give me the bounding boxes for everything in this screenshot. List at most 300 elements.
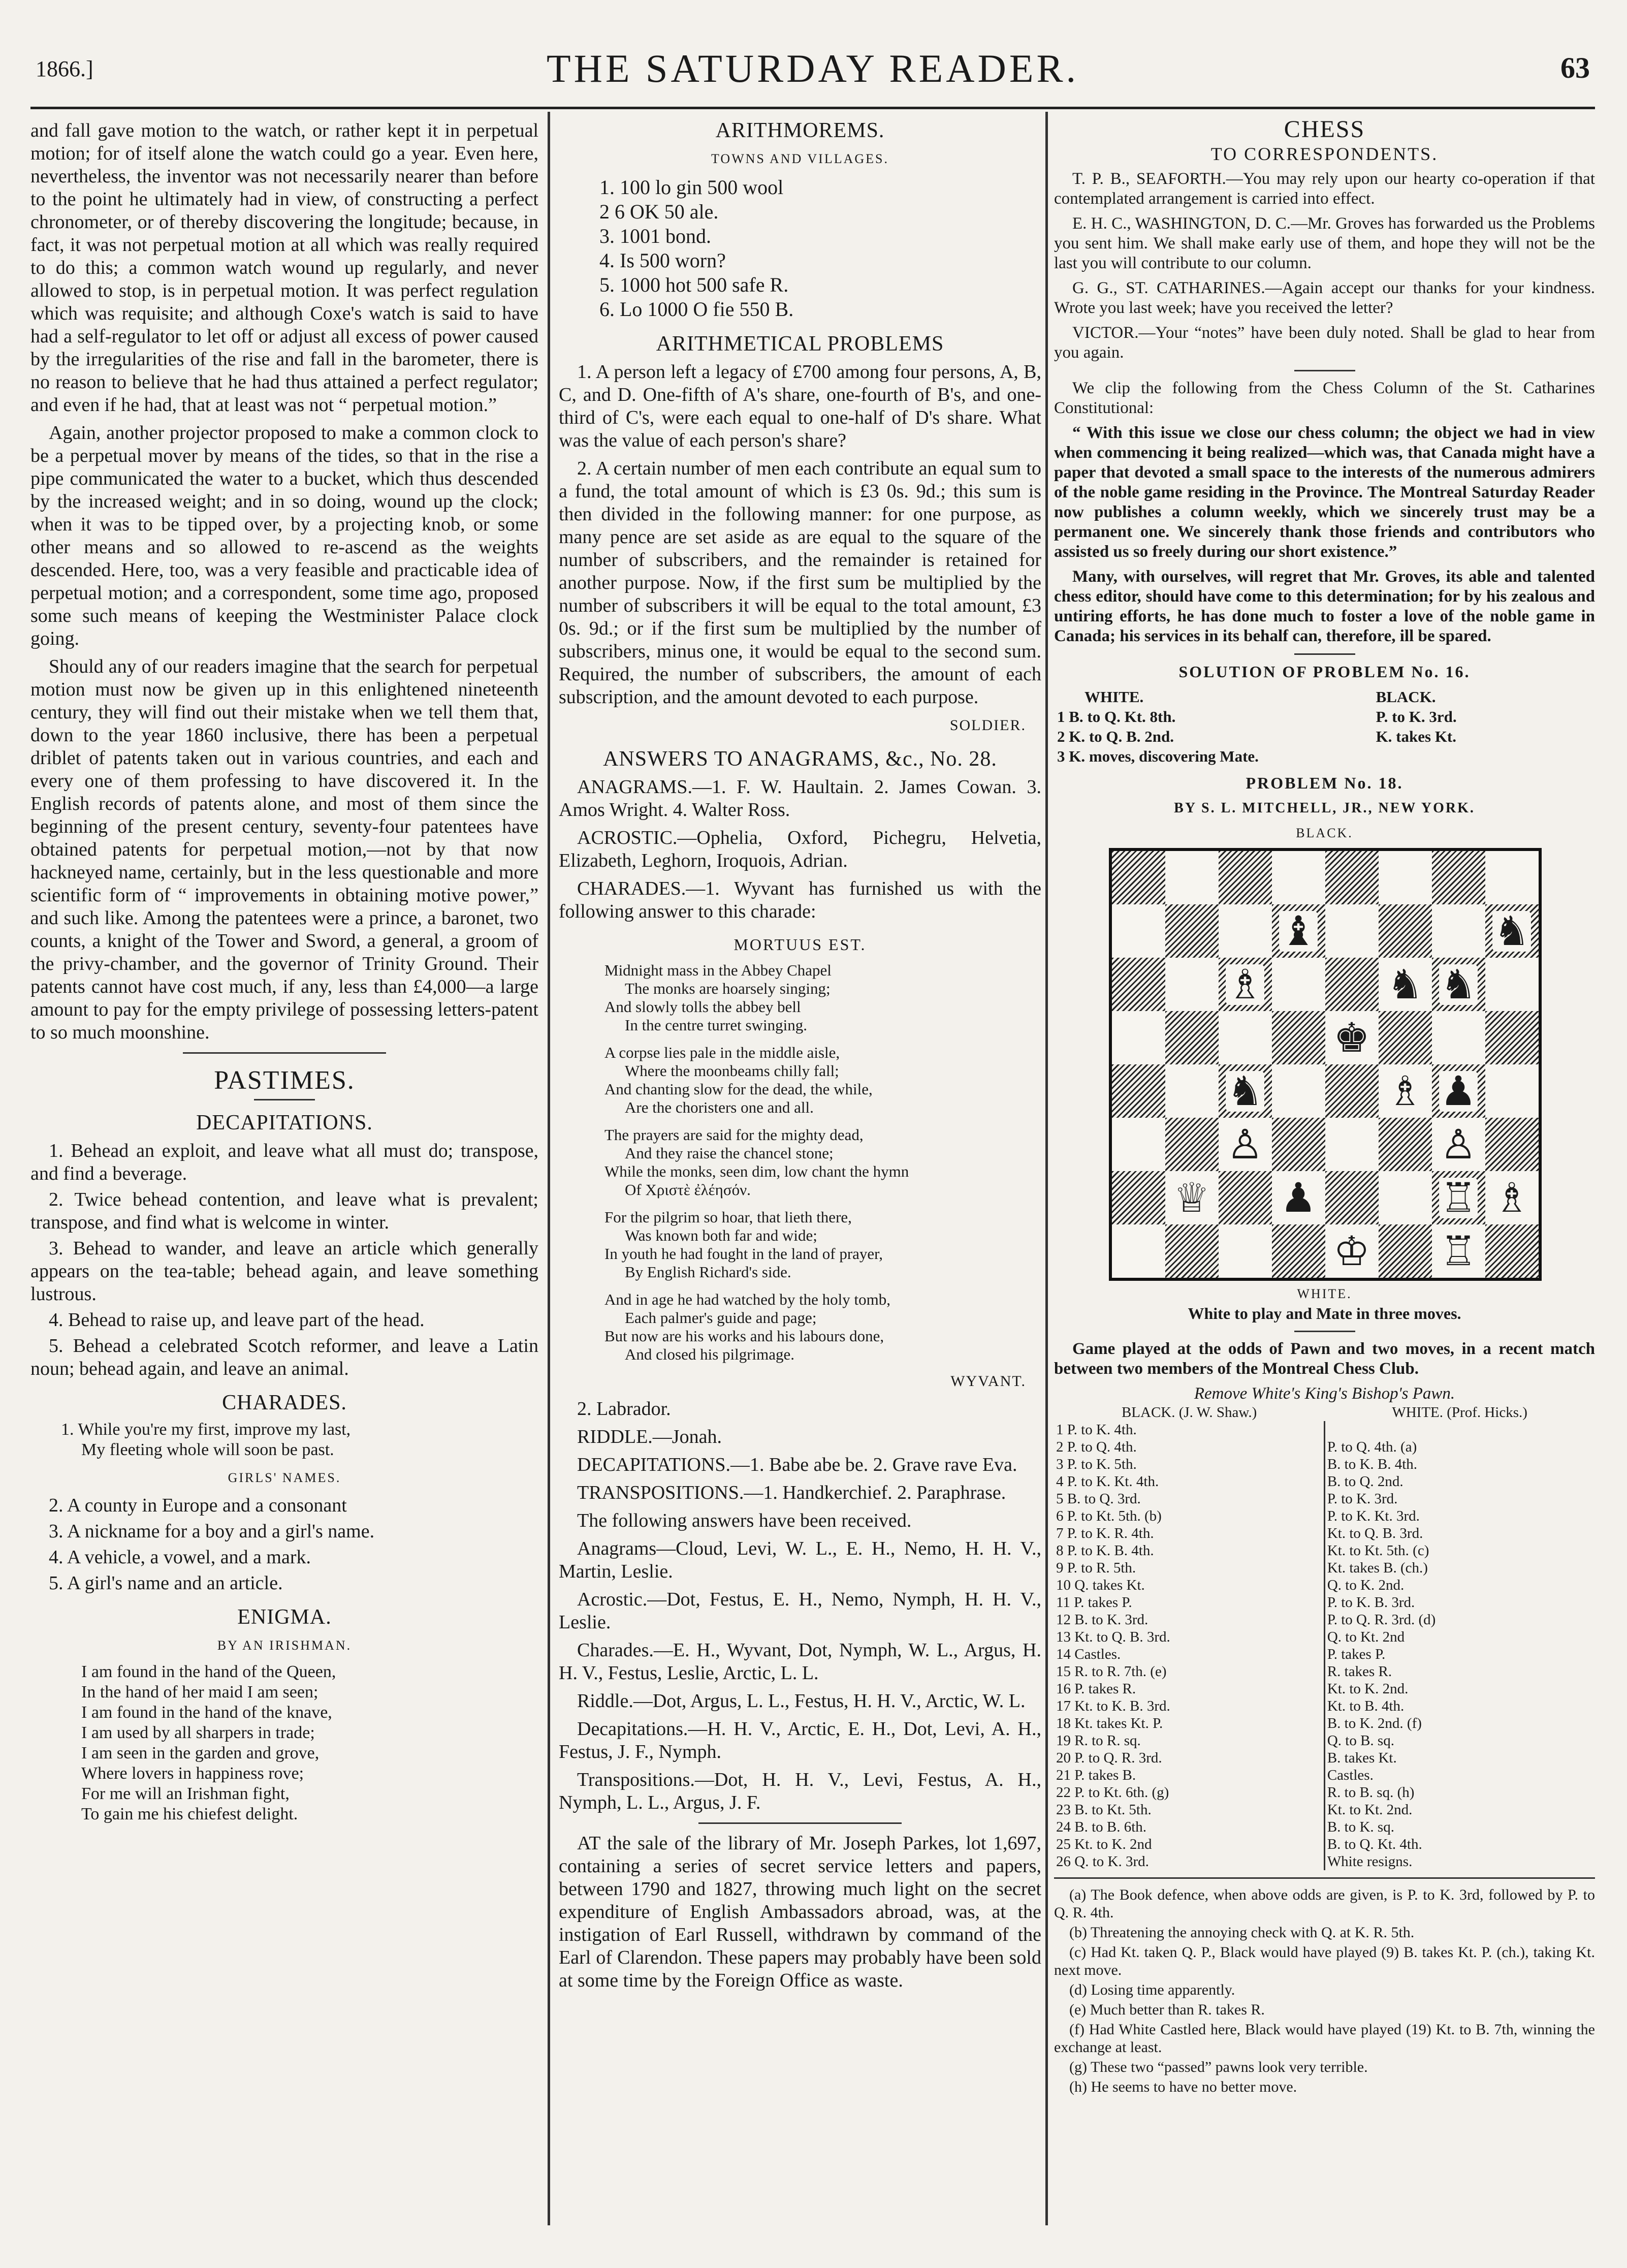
verse-line: And closed his pilgrimage. — [625, 1345, 795, 1363]
board-square — [1272, 1118, 1325, 1171]
signature: WYVANT. — [950, 1373, 1026, 1390]
move-white: P. to K. Kt. 3rd. — [1324, 1507, 1595, 1525]
game-note: (f) Had White Castled here, Black would have played (19) Kt. to B. 7th, winning the exchange at least. — [1054, 2021, 1595, 2056]
move-black: 17 Kt. to K. B. 3rd. — [1056, 1698, 1170, 1714]
black-label: BLACK. — [1296, 826, 1353, 840]
move-white: B. to Q. 2nd. — [1324, 1473, 1595, 1490]
chess-piece: ♖ — [1440, 1227, 1477, 1275]
board-square — [1485, 1224, 1539, 1278]
board-square — [1112, 904, 1165, 958]
solution-table — [1054, 687, 1595, 766]
table-row — [1054, 1490, 1595, 1507]
move-white: B. to K. 2nd. (f) — [1324, 1715, 1595, 1732]
chess-heading: CHESS — [1284, 119, 1365, 143]
correspondence-note: T. P. B., SEAFORTH.—You may rely upon our hearty co-operation if that contemplated arrangement is carried into effect. — [1054, 170, 1595, 208]
move-white: Kt. to K. 2nd. — [1324, 1680, 1595, 1697]
column-right — [1054, 119, 1595, 2248]
board-square — [1379, 1171, 1432, 1224]
game-subtitle: Remove White's King's Bishop's Pawn. — [1194, 1384, 1455, 1403]
pastimes-heading: PASTIMES. — [214, 1066, 355, 1095]
column-header: BLACK. — [1376, 688, 1436, 706]
correspondence-note: G. G., ST. CATHARINES.—Again accept our thanks for your kindness. Wrote you last week; have you received the letter? — [1054, 279, 1595, 317]
board-square — [1485, 904, 1539, 958]
table-row — [1054, 727, 1595, 746]
move-black: K. takes Kt. — [1376, 728, 1456, 745]
board-square — [1272, 1171, 1325, 1224]
table-row — [1054, 1421, 1595, 1438]
table-row — [1054, 1784, 1595, 1801]
board-square — [1432, 1064, 1485, 1118]
problems-heading: ARITHMETICAL PROBLEMS — [656, 332, 944, 356]
answer-paragraph: Charades.—E. H., Wyvant, Dot, Nymph, W. L., Argus, H. H. V., Festus, Leslie, Arctic, L. L. — [559, 1640, 1041, 1684]
board-square — [1165, 1118, 1219, 1171]
move-white — [1324, 1421, 1595, 1438]
column-header: WHITE. — [1084, 688, 1144, 706]
problem-paragraph: 2. A certain number of men each contribute an equal sum to a fund, the total amount of which is £3 0s. 9d.; this sum is then divided in the following manner: for one purpose, as many pence are set aside as are equal to the square of the number of subscribers, and the remainder is retained for another purpose. Now, if the first sum be multiplied by the number of subscribers it will be equal to the total amount, £3 0s. 9d.; or if the first sum be multiplied by the number of subscribers, minus one, it would be equal to the second sum. Required, the number of subscribers, the amount of each subscription, and the amount devoted to each purpose. — [559, 458, 1041, 708]
board-square — [1379, 851, 1432, 904]
answer-paragraph: DECAPITATIONS.—1. Babe abe be. 2. Grave rave Eva. — [577, 1454, 1017, 1475]
game-score-table — [1054, 1404, 1595, 1870]
verse-line: While the monks, seen dim, low chant the hymn — [604, 1162, 909, 1180]
column-left — [30, 119, 538, 2248]
move-white: P. to K. 3rd. — [1324, 1490, 1595, 1507]
chess-piece: ♞ — [1387, 960, 1423, 1008]
page-header — [30, 30, 1595, 109]
clip-paragraph: Many, with ourselves, will regret that Mr. Groves, its able and talented chess editor, should have come to this determination; for by his zealous and untiring efforts, he has done much to foster a love of the noble game in Canada; his services in its behalf can, therefore, ill be spared. — [1054, 568, 1595, 645]
board-square — [1432, 958, 1485, 1011]
move-black: 2 P. to Q. 4th. — [1056, 1439, 1137, 1455]
table-row — [1054, 1732, 1595, 1749]
verse-line: For the pilgrim so hoar, that lieth there, — [604, 1208, 852, 1226]
answer-paragraph: Transpositions.—Dot, H. H. V., Levi, Festus, A. H., Nymph, L. L., Argus, J. F. — [559, 1769, 1041, 1813]
move-white: B. to K. B. 4th. — [1324, 1456, 1595, 1473]
problem-heading: PROBLEM No. 18. — [1246, 774, 1403, 792]
game-note: (e) Much better than R. takes R. — [1069, 2001, 1265, 2018]
move-black: 12 B. to K. 3rd. — [1056, 1612, 1149, 1628]
verse-line: For me will an Irishman fight, — [81, 1784, 290, 1803]
chess-piece: ♟ — [1280, 1174, 1317, 1221]
issue-date: 1866.] — [36, 56, 93, 81]
board-square — [1219, 1011, 1272, 1064]
board-square — [1379, 1064, 1432, 1118]
board-square — [1165, 904, 1219, 958]
board-square — [1112, 1011, 1165, 1064]
table-row — [1054, 1680, 1595, 1697]
table-row — [1054, 1767, 1595, 1784]
board-square — [1112, 958, 1165, 1011]
verse-line: The monks are hoarsely singing; — [625, 980, 831, 997]
verse-line: Each palmer's guide and page; — [625, 1309, 817, 1327]
verse-line: Are the choristers one and all. — [625, 1098, 814, 1116]
answer-paragraph: Anagrams—Cloud, Levi, W. L., E. H., Nemo, H. H. V., Martin, Leslie. — [559, 1538, 1041, 1582]
list-item: 5. A girl's name and an article. — [49, 1572, 283, 1594]
divider — [1294, 653, 1355, 655]
verse-line: And slowly tolls the abbey bell — [604, 998, 801, 1016]
board-square — [1379, 1118, 1432, 1171]
table-row — [1054, 1525, 1595, 1542]
game-notes — [1054, 1886, 1595, 2096]
signature: SOLDIER. — [949, 717, 1026, 734]
answers-heading: ANSWERS TO ANAGRAMS, &c., No. 28. — [603, 747, 997, 771]
board-square — [1325, 1011, 1379, 1064]
answer-paragraph: Riddle.—Dot, Argus, L. L., Festus, H. H. V., Arctic, W. L. — [577, 1690, 1026, 1712]
move-black: 25 Kt. to K. 2nd — [1056, 1836, 1152, 1852]
problem-instruction: White to play and Mate in three moves. — [1188, 1304, 1461, 1322]
list-item: 5. Behead a celebrated Scotch reformer, and leave a Latin noun; behead again, and leave an animal. — [30, 1335, 538, 1379]
board-square — [1325, 1064, 1379, 1118]
game-note: (c) Had Kt. taken Q. P., Black would have played (9) B. takes Kt. P. (ch.), taking Kt. next move. — [1054, 1944, 1595, 1978]
list-item: 2 6 OK 50 ale. — [599, 200, 719, 223]
answer-paragraph: RIDDLE.—Jonah. — [577, 1426, 722, 1447]
article-paragraph: Again, another projector proposed to make a common clock to be a perpetual mover by means of the tides, so that in the rise a pipe communicated the water to a bucket, which thus descended by the increased weight; and in so doing, wound up the clock; when it was to be tipped over, by a projecting knob, or some other means and so allowed to re-ascend as the weights descended. Here, too, was a very feasible and practicable idea of perpetual motion; and a correspondent, some time ago, proposed some such means of keeping the Westminister Palace clock going. — [30, 422, 538, 649]
chess-piece: ♞ — [1440, 960, 1477, 1008]
move-black: 19 R. to R. sq. — [1056, 1732, 1141, 1749]
board-square — [1112, 851, 1165, 904]
verse-line: By English Richard's side. — [625, 1263, 791, 1281]
move-black: P. to K. 3rd. — [1376, 708, 1457, 726]
answer-paragraph: 2. Labrador. — [577, 1398, 671, 1420]
list-item: 2. A county in Europe and a consonant — [49, 1495, 347, 1516]
answer-paragraph: CHARADES.—1. Wyvant has furnished us with the following answer to this charade: — [559, 878, 1041, 922]
board-square — [1165, 1064, 1219, 1118]
game-note: (h) He seems to have no better move. — [1069, 2078, 1297, 2095]
board-square — [1165, 1224, 1219, 1278]
board-square — [1219, 1224, 1272, 1278]
masthead-title: THE SATURDAY READER. — [546, 46, 1079, 90]
table-row — [1054, 1801, 1595, 1818]
chess-piece: ♙ — [1227, 1120, 1263, 1168]
board-square — [1219, 1171, 1272, 1224]
chess-piece: ♞ — [1227, 1067, 1263, 1115]
divider — [254, 1099, 315, 1100]
verse-line: I am found in the hand of the Queen, — [81, 1662, 336, 1681]
column-rule — [1045, 112, 1048, 2225]
table-row — [1054, 1456, 1595, 1473]
move-black: 22 P. to Kt. 6th. (g) — [1056, 1784, 1169, 1801]
table-row — [1054, 1473, 1595, 1490]
verse-line: To gain me his chiefest delight. — [81, 1805, 298, 1823]
chess-piece: ♝ — [1280, 907, 1317, 955]
chess-piece: ♖ — [1440, 1174, 1477, 1221]
move-black: 13 Kt. to Q. B. 3rd. — [1056, 1629, 1170, 1645]
move-white: B. takes Kt. — [1324, 1749, 1595, 1767]
board-square — [1379, 1011, 1432, 1064]
table-row — [1054, 1559, 1595, 1577]
table-row — [1054, 1697, 1595, 1715]
enigma-byline: BY AN IRISHMAN. — [217, 1638, 352, 1653]
verse-line: Was known both far and wide; — [625, 1226, 817, 1244]
verse-line: Of Χριστὲ ἐλέησόν. — [625, 1181, 751, 1199]
board-square — [1432, 904, 1485, 958]
chess-diagram — [1109, 848, 1541, 1281]
list-item: 4. A vehicle, a vowel, and a mark. — [49, 1547, 311, 1568]
verse-line: And they raise the chancel stone; — [625, 1144, 834, 1162]
verse-line: 1. While you're my first, improve my last, — [61, 1420, 351, 1439]
verse-line: A corpse lies pale in the middle aisle, — [604, 1044, 840, 1061]
move-white: R. takes R. — [1324, 1663, 1595, 1680]
board-square — [1219, 904, 1272, 958]
answer-paragraph: Acrostic.—Dot, Festus, E. H., Nemo, Nymph, H. H. V., Leslie. — [559, 1589, 1041, 1633]
board-square — [1219, 1118, 1272, 1171]
column-header: BLACK. (J. W. Shaw.) — [1121, 1404, 1257, 1421]
arithmorems-heading: ARITHMOREMS. — [715, 119, 885, 142]
move-white: B. to K. sq. — [1324, 1818, 1595, 1836]
list-item: 1. Behead an exploit, and leave what all must do; transpose, and find a beverage. — [30, 1140, 538, 1184]
move-black: 24 B. to B. 6th. — [1056, 1819, 1147, 1835]
divider — [183, 1052, 386, 1054]
decapitations-list — [30, 1140, 538, 1380]
table-row — [1054, 1836, 1595, 1853]
board-square — [1485, 958, 1539, 1011]
board-square — [1272, 958, 1325, 1011]
answer-paragraph: TRANSPOSITIONS.—1. Handkerchief. 2. Paraphrase. — [577, 1482, 1006, 1503]
board-square — [1272, 1011, 1325, 1064]
verse-line: My fleeting whole will soon be past. — [81, 1440, 334, 1459]
move-white: P. to K. B. 3rd. — [1324, 1594, 1595, 1611]
move-white: Q. to Kt. 2nd — [1324, 1628, 1595, 1646]
board-square — [1325, 1171, 1379, 1224]
clip-quote: “ With this issue we close our chess column; the object we had in view when commencing it being realized—which was, that Canada might have a paper that devoted a small space to the interests of the numerous admirers of the noble game residing in the Province. The Montreal Saturday Reader now publishes a column weekly, which we sincerely trust may be a permanent one. We sincerely thank those friends and contributors who assisted us so freely during our short existence.” — [1054, 424, 1595, 561]
table-row — [1054, 1594, 1595, 1611]
verse-line: And in age he had watched by the holy tomb, — [604, 1290, 891, 1308]
move-white: Q. to B. sq. — [1324, 1732, 1595, 1749]
enigma-heading: ENIGMA. — [237, 1605, 332, 1629]
answer-paragraph: ANAGRAMS.—1. F. W. Haultain. 2. James Cowan. 3. Amos Wright. 4. Walter Ross. — [559, 776, 1041, 821]
answer-paragraph: Decapitations.—H. H. V., Arctic, E. H., Dot, Levi, A. H., Festus, J. F., Nymph. — [559, 1718, 1041, 1762]
move-white: Kt. to B. 4th. — [1324, 1697, 1595, 1715]
girls-names-list — [30, 1494, 538, 1595]
move-black: 20 P. to Q. R. 3rd. — [1056, 1750, 1162, 1766]
chess-piece: ♗ — [1493, 1174, 1530, 1221]
move-white: Kt. takes B. (ch.) — [1324, 1559, 1595, 1577]
verse-line: The prayers are said for the mighty dead, — [604, 1126, 864, 1144]
game-note: (g) These two “passed” pawns look very terrible. — [1069, 2059, 1368, 2075]
game-note: (d) Losing time apparently. — [1069, 1981, 1235, 1998]
board-square — [1485, 1118, 1539, 1171]
board-square — [1165, 851, 1219, 904]
board-square — [1432, 1118, 1485, 1171]
chess-board — [1109, 848, 1542, 1281]
move-white: Castles. — [1324, 1767, 1595, 1784]
move-black: 3 P. to K. 5th. — [1056, 1456, 1137, 1472]
move-white: 2 K. to Q. B. 2nd. — [1057, 728, 1174, 745]
verse-line: Where the moonbeams chilly fall; — [625, 1062, 839, 1080]
list-item: 4. Is 500 worn? — [599, 249, 726, 272]
correspondence-note: VICTOR.—Your “notes” have been duly noted. Shall be glad to hear from you again. — [1054, 324, 1595, 362]
page-number: 63 — [1560, 51, 1590, 84]
column-middle — [559, 119, 1041, 2248]
chess-piece: ♗ — [1387, 1067, 1423, 1115]
move-white: P. takes P. — [1324, 1646, 1595, 1663]
board-square — [1485, 1171, 1539, 1224]
girls-names-heading: GIRLS' NAMES. — [228, 1470, 341, 1485]
game-note: (a) The Book defence, when above odds are given, is P. to K. 3rd, followed by P. to Q. R. 4th. — [1054, 1886, 1595, 1921]
list-item: 2. Twice behead contention, and leave what is prevalent; transpose, and find what is welcome in winter. — [30, 1189, 538, 1233]
move-black: 9 P. to R. 5th. — [1056, 1560, 1136, 1576]
table-row — [1054, 1663, 1595, 1680]
board-square — [1272, 851, 1325, 904]
move-black: 14 Castles. — [1056, 1646, 1121, 1662]
move-white: 3 K. moves, discovering Mate. — [1057, 747, 1259, 765]
move-white: White resigns. — [1324, 1853, 1595, 1870]
move-black: 18 Kt. takes Kt. P. — [1056, 1715, 1163, 1731]
column-header: WHITE. (Prof. Hicks.) — [1392, 1404, 1527, 1421]
table-row — [1054, 1628, 1595, 1646]
move-white: P. to Q. 4th. (a) — [1324, 1438, 1595, 1456]
table-row — [1054, 1715, 1595, 1732]
problem-byline: BY S. L. MITCHELL, JR., NEW YORK. — [1174, 800, 1475, 816]
answer-paragraph: The following answers have been received. — [577, 1510, 912, 1531]
board-square — [1272, 1064, 1325, 1118]
move-black: 7 P. to K. R. 4th. — [1056, 1525, 1154, 1541]
chess-piece: ♗ — [1227, 960, 1263, 1008]
arithmorems-list — [599, 175, 1041, 322]
board-square — [1325, 904, 1379, 958]
table-row — [1054, 746, 1595, 766]
game-note: (b) Threatening the annoying check with Q. at K. R. 5th. — [1069, 1924, 1415, 1941]
move-black: 10 Q. takes Kt. — [1056, 1577, 1145, 1593]
chess-piece: ♕ — [1173, 1174, 1210, 1221]
enigma-verse — [81, 1662, 538, 1824]
move-black: 8 P. to K. B. 4th. — [1056, 1542, 1154, 1559]
divider — [1054, 1877, 1595, 1879]
board-square — [1325, 851, 1379, 904]
verse-line: In the hand of her maid I am seen; — [81, 1683, 318, 1702]
board-square — [1272, 1224, 1325, 1278]
move-white: R. to B. sq. (h) — [1324, 1784, 1595, 1801]
move-white: P. to Q. R. 3rd. (d) — [1324, 1611, 1595, 1628]
board-square — [1485, 1064, 1539, 1118]
verse-line: In the centre turret swinging. — [625, 1016, 807, 1034]
poem-title: MORTUUS EST. — [733, 935, 867, 954]
table-row — [1054, 1611, 1595, 1628]
board-square — [1379, 958, 1432, 1011]
column-rule — [548, 112, 550, 2225]
table-row — [1054, 1542, 1595, 1559]
board-square — [1325, 1224, 1379, 1278]
move-black: 4 P. to K. Kt. 4th. — [1056, 1473, 1159, 1490]
correspondence-note: E. H. C., WASHINGTON, D. C.—Mr. Groves has forwarded us the Problems you sent him. We shall make early use of them, and hope they will not be the last you will contribute to our column. — [1054, 214, 1595, 272]
charades-heading: CHARADES. — [222, 1391, 347, 1414]
board-square — [1432, 851, 1485, 904]
board-square — [1325, 1118, 1379, 1171]
move-black: 21 P. takes B. — [1056, 1767, 1136, 1783]
board-square — [1112, 1171, 1165, 1224]
verse-line: In youth he had fought in the land of prayer, — [604, 1245, 883, 1263]
board-square — [1485, 851, 1539, 904]
arithmorems-subheading: TOWNS AND VILLAGES. — [711, 151, 889, 166]
list-item: 6. Lo 1000 O fie 550 B. — [599, 298, 794, 321]
table-row — [1054, 1749, 1595, 1767]
decapitations-heading: DECAPITATIONS. — [196, 1111, 373, 1135]
board-square — [1219, 851, 1272, 904]
move-black: 26 Q. to K. 3rd. — [1056, 1853, 1149, 1870]
chess-piece: ♔ — [1333, 1227, 1370, 1275]
problem-paragraph: 1. A person left a legacy of £700 among four persons, A, B, C, and D. One-fifth of A's share, one-fourth of B's, and one-third of C's, were each equal to one-half of D's share. What was the value of each person's share? — [559, 361, 1041, 451]
move-black: 1 P. to K. 4th. — [1056, 1422, 1137, 1438]
list-item: 3. 1001 bond. — [599, 225, 711, 247]
list-item: 1. 100 lo gin 500 wool — [599, 176, 784, 199]
poem-mortuus-est — [604, 961, 1041, 1364]
board-square — [1432, 1011, 1485, 1064]
board-square — [1379, 1224, 1432, 1278]
verse-line: And chanting slow for the dead, the while, — [604, 1080, 873, 1098]
table-row — [1054, 1577, 1595, 1594]
table-row — [1054, 1507, 1595, 1525]
list-item: 3. Behead to wander, and leave an article which generally appears on the tea-table; behead again, and leave something lustrous. — [30, 1238, 538, 1305]
board-square — [1379, 904, 1432, 958]
article-paragraph: Should any of our readers imagine that the search for perpetual motion must now be given up in this enlightened nineteenth century, they will find out their mistake when we tell them that, down to the year 1860 inclusive, there has been a perpetual driblet of patents taken out in various countries, and each and every one of them professing to have discovered it. In the English records of patents alone, and most of them since the beginning of the present century, seventy-four patentees have obtained patents for perpetual motion,—not by that now hackneyed name, certainly, but in the less questionable and more scientific form of “ improvements in obtaining motive power,” and such like. Among the patentees were a prince, a baronet, two counts, a knight of the Tower and Sword, a general, a groom of the privy-chamber, and the governor of Trinity Ground. Their patents cannot have cost much, if any, less than £4,000—a large amount to pay for the empty privilege of possessing letters-patent to so much moonshine. — [30, 656, 538, 1043]
board-square — [1325, 958, 1379, 1011]
divider — [1294, 1331, 1355, 1332]
board-square — [1165, 1011, 1219, 1064]
move-black: 11 P. takes P. — [1056, 1594, 1132, 1611]
table-row — [1054, 1818, 1595, 1836]
board-square — [1165, 958, 1219, 1011]
solution-heading: SOLUTION OF PROBLEM No. 16. — [1178, 663, 1471, 681]
list-item: 4. Behead to raise up, and leave part of the head. — [49, 1309, 425, 1331]
clip-paragraph: We clip the following from the Chess Column of the St. Catharines Constitutional: — [1054, 379, 1595, 417]
move-black: 6 P. to Kt. 5th. (b) — [1056, 1508, 1162, 1524]
verse-line: Where lovers in happiness rove; — [81, 1764, 304, 1783]
chess-piece: ♚ — [1333, 1014, 1370, 1061]
verse-line: I am seen in the garden and grove, — [81, 1744, 320, 1762]
board-square — [1219, 958, 1272, 1011]
table-row — [1054, 1646, 1595, 1663]
board-square — [1485, 1011, 1539, 1064]
chess-piece: ♟ — [1440, 1067, 1477, 1115]
divider — [1294, 370, 1355, 371]
white-label: WHITE. — [1297, 1286, 1352, 1301]
move-black: 15 R. to R. 7th. (e) — [1056, 1663, 1167, 1680]
board-square — [1432, 1171, 1485, 1224]
move-white: B. to Q. Kt. 4th. — [1324, 1836, 1595, 1853]
move-white: 1 B. to Q. Kt. 8th. — [1057, 708, 1176, 726]
move-black: 23 B. to Kt. 5th. — [1056, 1802, 1152, 1818]
move-black: 5 B. to Q. 3rd. — [1056, 1491, 1141, 1507]
list-item: 5. 1000 hot 500 safe R. — [599, 273, 789, 296]
table-row — [1054, 1853, 1595, 1870]
board-square — [1219, 1064, 1272, 1118]
move-white: Q. to K. 2nd. — [1324, 1577, 1595, 1594]
board-square — [1112, 1224, 1165, 1278]
game-intro: Game played at the odds of Pawn and two moves, in a recent match between two members of the Montreal Chess Club. — [1054, 1340, 1595, 1378]
board-square — [1112, 1118, 1165, 1171]
article-paragraph: and fall gave motion to the watch, or rather kept it in perpetual motion; for of itself alone the watch could go a year. Even here, nevertheless, the inventor was not necessarily nearer than before to the point he ultimately had in view, of constructing a perfect chronometer, or of thereby discovering the longitude; because, in fact, it was not perpetual motion at all which was really required to do this; a common watch wound up regularly, and never allowed to stop, is in perpetual motion. It was perfect regulation which was requisite; and although Coxe's watch is said to have had a self-regulator to let off or adjust all excess of power caused by the irregularities of the rise and fall in the barometer, there is no reason to believe that he had thus attained a perfect regulator; and even if he had, that at least was not “ perpetual motion.” — [30, 120, 538, 416]
board-square — [1165, 1171, 1219, 1224]
parkes-paragraph: AT the sale of the library of Mr. Joseph Parkes, lot 1,697, containing a series of secret service letters and papers, between 1790 and 1827, throwing much light on the secret expenditure of English Ambassadors abroad, was, at the instigation of Earl Russell, withdrawn by command of the Earl of Clarendon. These papers may probably have been sold at some time by the Foreign Office as waste. — [559, 1833, 1041, 1991]
chess-piece: ♙ — [1440, 1120, 1477, 1168]
board-square — [1432, 1224, 1485, 1278]
verse-line: But now are his works and his labours done, — [604, 1327, 884, 1345]
move-white: Kt. to Kt. 2nd. — [1324, 1801, 1595, 1818]
table-row — [1054, 707, 1595, 727]
board-square — [1272, 904, 1325, 958]
table-row — [1054, 1438, 1595, 1456]
move-white: Kt. to Q. B. 3rd. — [1324, 1525, 1595, 1542]
verse-line: I am found in the hand of the knave, — [81, 1703, 332, 1722]
verse-line: Midnight mass in the Abbey Chapel — [604, 961, 832, 979]
verse-line: I am used by all sharpers in trade; — [81, 1723, 315, 1742]
charade-verse — [61, 1420, 538, 1460]
list-item: 3. A nickname for a boy and a girl's name. — [49, 1521, 375, 1542]
answer-paragraph: ACROSTIC.—Ophelia, Oxford, Pichegru, Helvetia, Elizabeth, Leghorn, Iroquois, Adrian. — [559, 827, 1041, 871]
move-white: Kt. to Kt. 5th. (c) — [1324, 1542, 1595, 1559]
board-square — [1112, 1064, 1165, 1118]
chess-piece: ♞ — [1493, 907, 1530, 955]
move-black: 16 P. takes R. — [1056, 1681, 1136, 1697]
correspondents-heading: TO CORRESPONDENTS. — [1210, 144, 1439, 164]
